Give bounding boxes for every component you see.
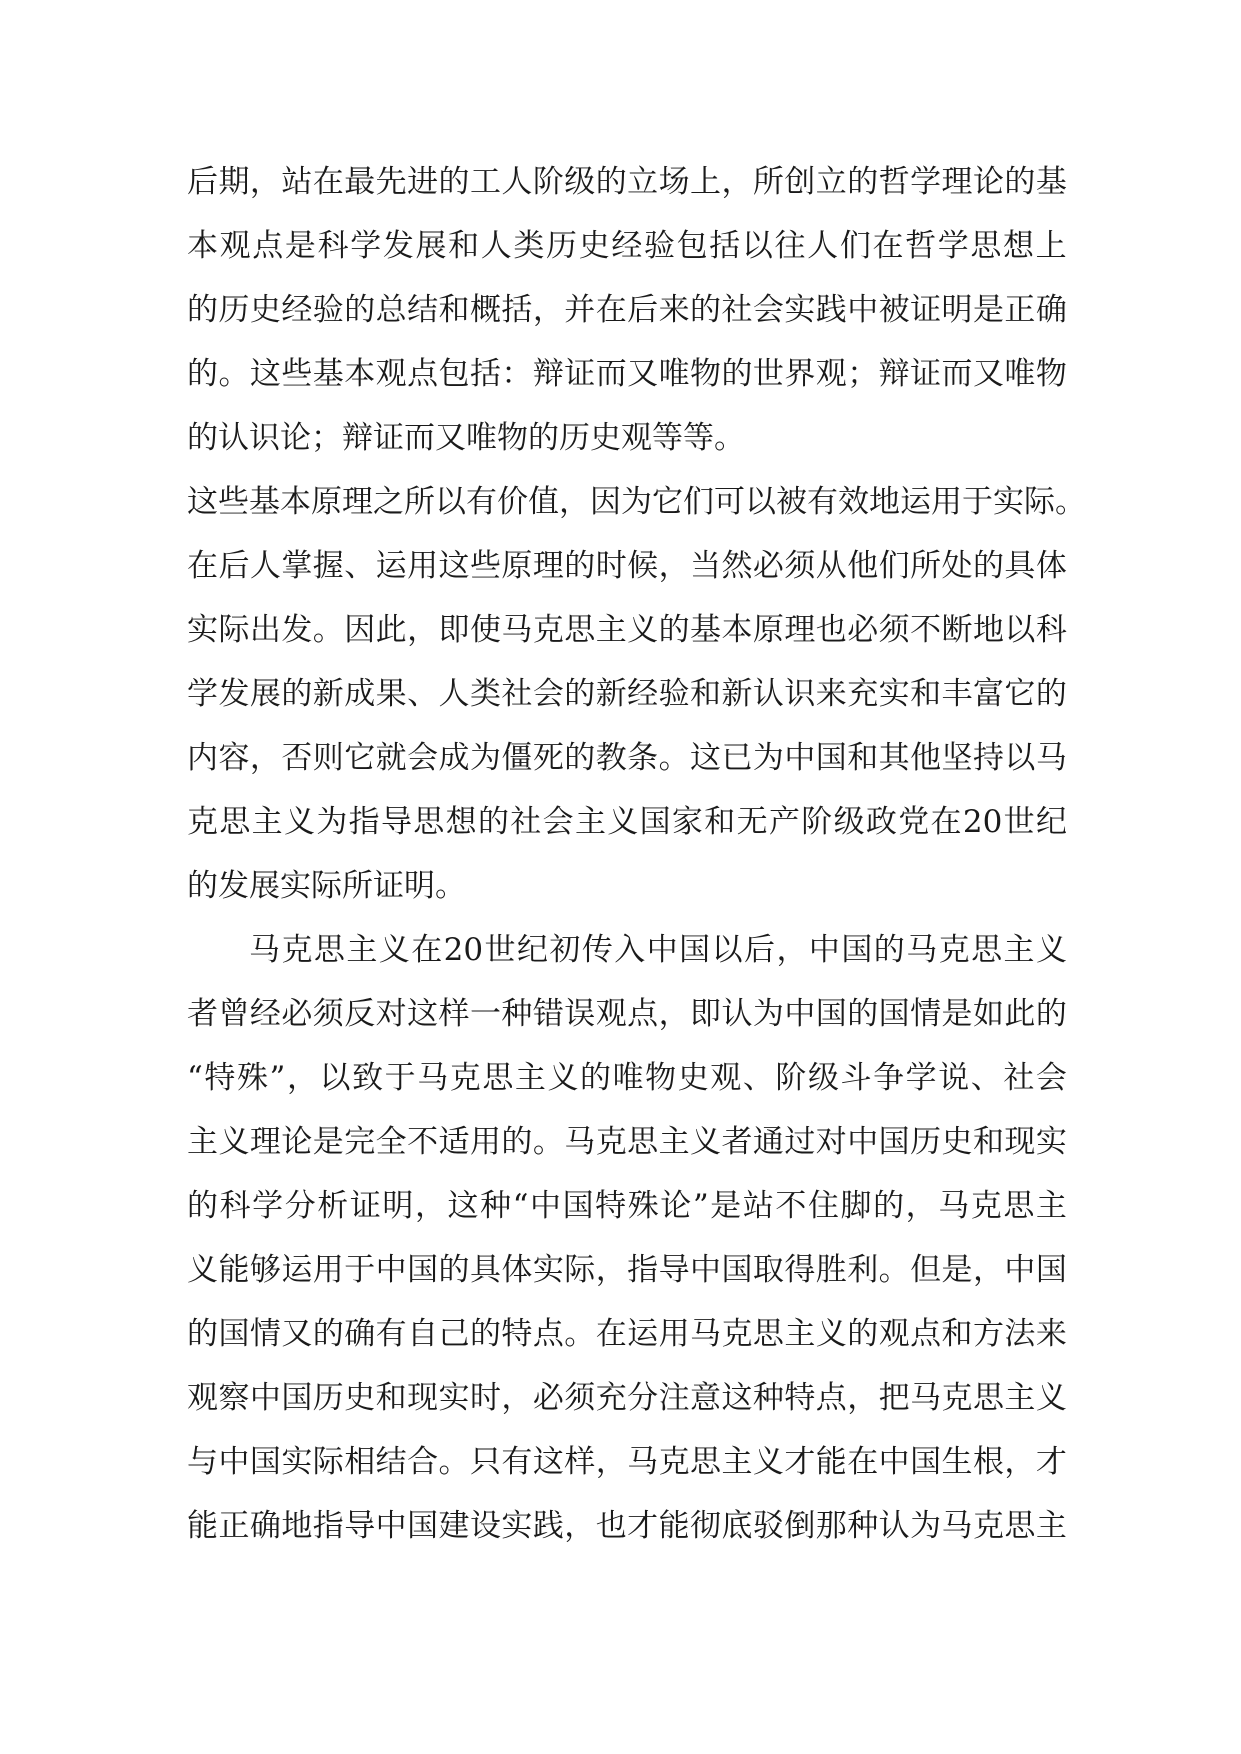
text-line: 的 科 学 分 析 证 明 ， 这 种 “ 中 国 特 殊 论 ” 是 站 不 住 脚 的 ， 马 克 思 主	[187, 1188, 1067, 1224]
text-line: 本 观 点 是 科 学 发 展 和 人 类 历 史 经 验 包 括 以 往 人 们 在 哲 学 思 想 上	[187, 228, 1067, 264]
text-line: 义 能 够 运 用 于 中 国 的 具 体 实 际 ， 指 导 中 国 取 得 胜 利 。 但 是 ， 中 国	[187, 1252, 1067, 1288]
text-line: 观 察 中 国 历 史 和 现 实 时 ， 必 须 充 分 注 意 这 种 特 点 ， 把 马 克 思 主 义	[187, 1380, 1067, 1416]
text-line: “ 特 殊 ” ， 以 致 于 马 克 思 主 义 的 唯 物 史 观 、 阶 级 斗 争 学 说 、 社 会	[187, 1060, 1067, 1096]
text-line: 与 中 国 实 际 相 结 合 。 只 有 这 样 ， 马 克 思 主 义 才 能 在 中 国 生 根 ， 才	[187, 1444, 1067, 1480]
text-line: 克 思 主 义 为 指 导 思 想 的 社 会 主 义 国 家 和 无 产 阶 级 政 党 在 20 世 纪	[187, 804, 1067, 840]
text-line: 的认识论；辩证而又唯物的历史观等等。	[187, 420, 745, 456]
text-line: 实 际 出 发 。 因 此 ， 即 使 马 克 思 主 义 的 基 本 原 理 也 必 须 不 断 地 以 科	[187, 612, 1067, 648]
text-line: 学 发 展 的 新 成 果 、 人 类 社 会 的 新 经 验 和 新 认 识 来 充 实 和 丰 富 它 的	[187, 676, 1067, 712]
text-line: 后 期 ， 站 在 最 先 进 的 工 人 阶 级 的 立 场 上 ， 所 创 立 的 哲 学 理 论 的 基	[187, 164, 1067, 200]
text-line: 主 义 理 论 是 完 全 不 适 用 的 。 马 克 思 主 义 者 通 过 对 中 国 历 史 和 现 实	[187, 1124, 1067, 1160]
text-line: 的 历 史 经 验 的 总 结 和 概 括 ， 并 在 后 来 的 社 会 实 践 中 被 证 明 是 正 确	[187, 292, 1067, 328]
text-line: 这 些 基 本 原 理 之 所 以 有 价 值 ， 因 为 它 们 可 以 被 有 效 地 运 用 于 实 际 。	[187, 484, 1086, 520]
body-text	[187, 150, 1086, 1558]
text-line: 的 国 情 又 的 确 有 自 己 的 特 点 。 在 运 用 马 克 思 主 义 的 观 点 和 方 法 来	[187, 1316, 1067, 1352]
text-line: 在 后 人 掌 握 、 运 用 这 些 原 理 的 时 候 ， 当 然 必 须 从 他 们 所 处 的 具 体	[187, 548, 1067, 584]
text-line: 内 容 ， 否 则 它 就 会 成 为 僵 死 的 教 条 。 这 已 为 中 国 和 其 他 坚 持 以 马	[187, 740, 1067, 776]
text-line: 马 克 思 主 义 在 20 世 纪 初 传 入 中 国 以 后 ， 中 国 的 马 克 思 主 义	[249, 932, 1067, 968]
text-line: 者 曾 经 必 须 反 对 这 样 一 种 错 误 观 点 ， 即 认 为 中 国 的 国 情 是 如 此 的	[187, 996, 1067, 1032]
text-line: 能 正 确 地 指 导 中 国 建 设 实 践 ， 也 才 能 彻 底 驳 倒 那 种 认 为 马 克 思 主	[187, 1508, 1067, 1544]
text-line: 的 。 这 些 基 本 观 点 包 括 ： 辩 证 而 又 唯 物 的 世 界 观 ； 辩 证 而 又 唯 物	[187, 356, 1067, 392]
text-line: 的发展实际所证明。	[187, 868, 466, 904]
